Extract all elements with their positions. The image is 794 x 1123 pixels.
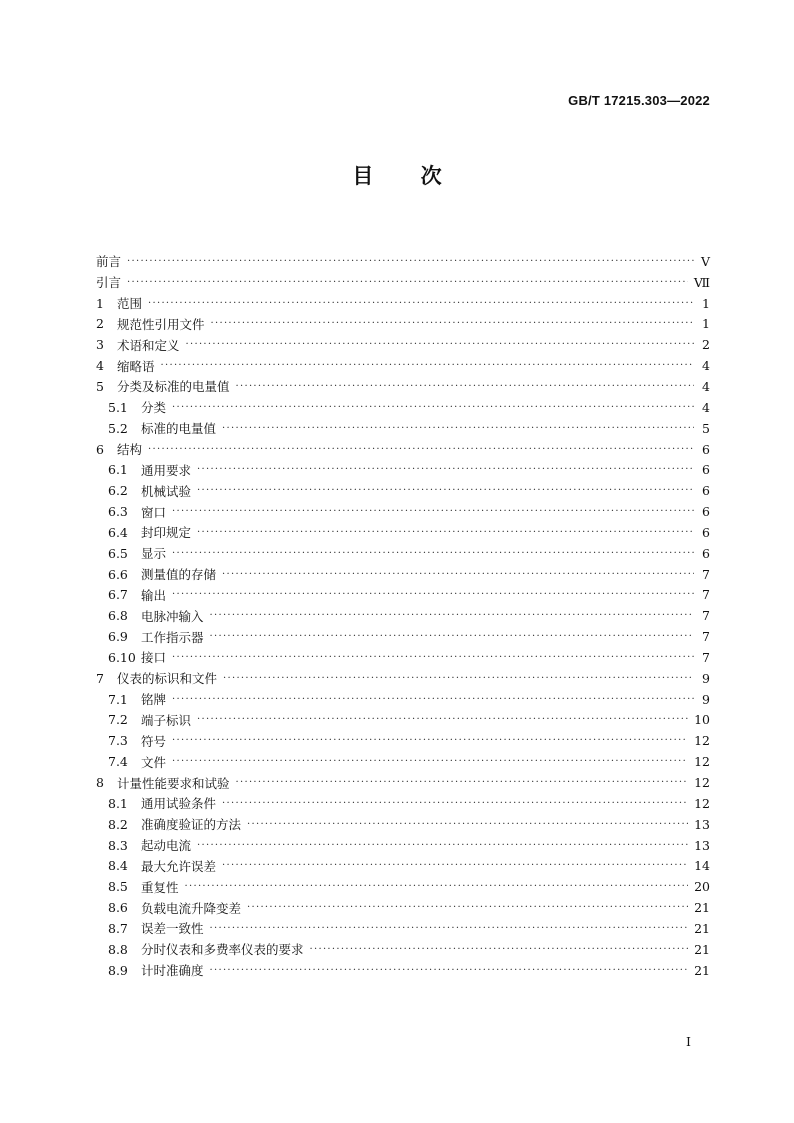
toc-entry-label: 术语和定义 [117,337,180,353]
toc-entry[interactable] [96,564,710,585]
table-of-contents [96,251,710,981]
toc-entry-number: 4 [96,358,104,374]
toc-entry[interactable] [96,730,710,751]
toc-entry[interactable] [96,355,710,376]
toc-entry-number: 7.2 [108,712,128,728]
toc-entry[interactable] [96,439,710,460]
toc-entry[interactable] [96,376,710,397]
toc-leader-dots [236,777,689,788]
toc-entry-page: 12 [694,795,710,811]
toc-entry[interactable] [96,751,710,772]
toc-entry-number: 3 [96,337,104,353]
toc-entry-page: 9 [702,691,710,707]
toc-entry-page: 21 [694,920,710,936]
toc-entry-number: 8.9 [108,962,128,978]
toc-entry-label: 缩略语 [117,358,155,374]
toc-entry-number: 6.8 [108,608,128,624]
title-char-1: 目 [352,164,374,188]
toc-leader-dots [222,798,688,809]
toc-leader-dots [172,694,694,705]
standard-code: GB/T 17215.303—2022 [568,93,710,108]
toc-entry[interactable] [96,793,710,814]
toc-entry-number: 8.6 [108,900,128,916]
toc-leader-dots [223,673,694,684]
toc-entry-label: 窗口 [141,504,167,520]
toc-entry[interactable] [96,855,710,876]
toc-entry-page: 20 [694,879,710,895]
toc-leader-dots [211,318,694,329]
toc-entry-label: 范围 [117,296,143,312]
toc-leader-dots [210,610,694,621]
toc-entry-number: 7.1 [108,691,128,707]
toc-entry-page: 13 [694,816,710,832]
toc-entry-page: 12 [694,733,710,749]
toc-entry-label: 重复性 [141,879,179,895]
toc-entry-number: 8.7 [108,920,128,936]
toc-entry-number: 6.7 [108,587,128,603]
toc-entry-label: 最大允许误差 [141,858,217,874]
toc-entry-label: 端子标识 [141,712,192,728]
toc-entry-label: 电脉冲输入 [141,608,204,624]
toc-leader-dots [186,339,694,350]
toc-leader-dots [222,423,694,434]
toc-leader-dots [148,298,694,309]
toc-entry-label: 结构 [117,442,143,458]
toc-entry-number: 6.9 [108,629,128,645]
toc-entry-label: 起动电流 [141,838,192,854]
toc-entry[interactable] [96,397,710,418]
toc-leader-dots [172,402,694,413]
toc-entry[interactable] [96,939,710,960]
toc-entry-number: 8.3 [108,837,128,853]
toc-entry-page: 7 [702,608,710,624]
toc-entry-number: 8.5 [108,879,128,895]
toc-entry-number: 7.4 [108,754,128,770]
toc-leader-dots [172,756,688,767]
toc-entry-label: 文件 [141,754,167,770]
toc-entry-number: 6.1 [108,462,128,478]
toc-leader-dots [172,506,694,517]
toc-leader-dots [247,902,688,913]
toc-entry-number: 8.4 [108,858,128,874]
toc-leader-dots [172,652,694,663]
toc-entry-label: 标准的电量值 [141,421,217,437]
toc-leader-dots [172,548,694,559]
toc-entry-page: Ⅴ [700,253,710,269]
toc-leader-dots [222,569,694,580]
toc-entry-number: 8.8 [108,941,128,957]
toc-entry-number: 8 [96,775,104,791]
toc-entry-label: 规范性引用文件 [117,316,205,332]
toc-entry-label: 分类 [141,400,167,416]
toc-entry-number: 6.5 [108,545,128,561]
toc-entry[interactable] [96,522,710,543]
toc-entry-page: 5 [702,420,710,436]
toc-entry[interactable] [96,960,710,981]
toc-entry-number: 8.1 [108,795,128,811]
toc-leader-dots [127,277,688,288]
toc-entry-page: 7 [702,649,710,665]
toc-entry-label: 接口 [141,650,167,666]
toc-entry-label: 符号 [141,733,167,749]
toc-entry-number: 2 [96,316,104,332]
toc-entry-number: 6.6 [108,566,128,582]
toc-entry-number: 6 [96,441,104,457]
toc-leader-dots [247,819,688,830]
toc-entry-label: 显示 [141,546,167,562]
toc-entry-label: 准确度验证的方法 [141,817,242,833]
toc-entry[interactable] [96,605,710,626]
toc-entry-label: 机械试验 [141,483,192,499]
toc-leader-dots [148,444,694,455]
toc-entry-page: Ⅶ [693,274,710,290]
page-title [0,160,794,190]
toc-entry-page: 4 [702,399,710,415]
toc-entry-page: 7 [702,629,710,645]
title-char-2: 次 [420,164,442,188]
toc-entry[interactable] [96,626,710,647]
toc-entry-page: 6 [702,545,710,561]
toc-entry-page: 21 [694,962,710,978]
toc-entry-page: 12 [694,775,710,791]
toc-entry[interactable] [96,897,710,918]
toc-entry[interactable] [96,543,710,564]
toc-entry-page: 1 [702,316,710,332]
toc-leader-dots [172,589,694,600]
toc-entry-page: 2 [702,337,710,353]
toc-entry-page: 6 [702,462,710,478]
toc-entry-number: 6.4 [108,524,128,540]
toc-entry-label: 计时准确度 [141,963,204,979]
toc-leader-dots [127,256,694,267]
toc-entry[interactable] [96,585,710,606]
toc-leader-dots [197,464,694,475]
toc-entry-label: 通用要求 [141,462,192,478]
toc-leader-dots [161,360,694,371]
toc-entry-label: 测量值的存储 [141,567,217,583]
toc-entry-page: 1 [702,295,710,311]
toc-entry[interactable] [96,334,710,355]
toc-entry-label: 仪表的标识和文件 [117,671,218,687]
toc-entry[interactable] [96,251,710,272]
toc-entry-label: 输出 [141,587,167,603]
toc-entry-label: 误差一致性 [141,921,204,937]
toc-entry-number: 5.1 [108,399,128,415]
toc-entry-label: 工作指示器 [141,629,204,645]
toc-entry[interactable] [96,918,710,939]
toc-entry-label: 分时仪表和多费率仪表的要求 [141,942,304,958]
toc-entry-page: 14 [694,858,710,874]
toc-entry[interactable] [96,689,710,710]
toc-leader-dots [197,840,688,851]
toc-entry-page: 13 [694,837,710,853]
toc-entry-number: 5 [96,378,104,394]
toc-entry-number: 6.3 [108,504,128,520]
toc-entry[interactable] [96,459,710,480]
toc-entry[interactable] [96,772,710,793]
toc-entry-page: 6 [702,483,710,499]
toc-leader-dots [310,944,689,955]
toc-entry[interactable] [96,710,710,731]
toc-entry-label: 分类及标准的电量值 [117,379,230,395]
toc-leader-dots [210,923,689,934]
toc-entry-page: 21 [694,900,710,916]
toc-entry-page: 21 [694,941,710,957]
toc-entry-page: 10 [694,712,710,728]
toc-entry[interactable] [96,647,710,668]
toc-entry-page: 4 [702,358,710,374]
page-number: I [686,1034,691,1049]
toc-entry[interactable] [96,418,710,439]
toc-entry-number: 6.2 [108,483,128,499]
toc-leader-dots [210,631,694,642]
toc-entry-label: 计量性能要求和试验 [117,775,230,791]
toc-entry-number: 5.2 [108,420,128,436]
toc-entry-page: 4 [702,378,710,394]
toc-entry[interactable] [96,814,710,835]
toc-entry-label: 铭牌 [141,692,167,708]
toc-entry-label: 前言 [96,254,122,270]
toc-entry-label: 引言 [96,275,122,291]
toc-entry-number: 7.3 [108,733,128,749]
toc-entry[interactable] [96,314,710,335]
toc-entry-label: 通用试验条件 [141,796,217,812]
toc-entry[interactable] [96,293,710,314]
toc-leader-dots [172,735,688,746]
toc-leader-dots [197,714,688,725]
toc-entry-page: 9 [702,670,710,686]
toc-leader-dots [197,485,694,496]
toc-entry[interactable] [96,876,710,897]
toc-leader-dots [197,527,694,538]
toc-entry-page: 12 [694,754,710,770]
toc-entry-page: 7 [702,566,710,582]
toc-entry-page: 7 [702,587,710,603]
toc-entry-number: 6.10 [108,649,136,665]
toc-entry[interactable] [96,501,710,522]
toc-entry[interactable] [96,480,710,501]
toc-entry[interactable] [96,272,710,293]
toc-entry-label: 负载电流升降变差 [141,900,242,916]
toc-entry[interactable] [96,835,710,856]
toc-leader-dots [222,860,688,871]
toc-entry-label: 封印规定 [141,525,192,541]
toc-entry[interactable] [96,668,710,689]
toc-entry-number: 1 [96,295,104,311]
toc-entry-page: 6 [702,524,710,540]
toc-leader-dots [236,381,694,392]
toc-entry-number: 8.2 [108,816,128,832]
toc-entry-page: 6 [702,441,710,457]
toc-entry-number: 7 [96,670,104,686]
toc-leader-dots [185,881,689,892]
toc-entry-page: 6 [702,504,710,520]
toc-leader-dots [210,965,689,976]
